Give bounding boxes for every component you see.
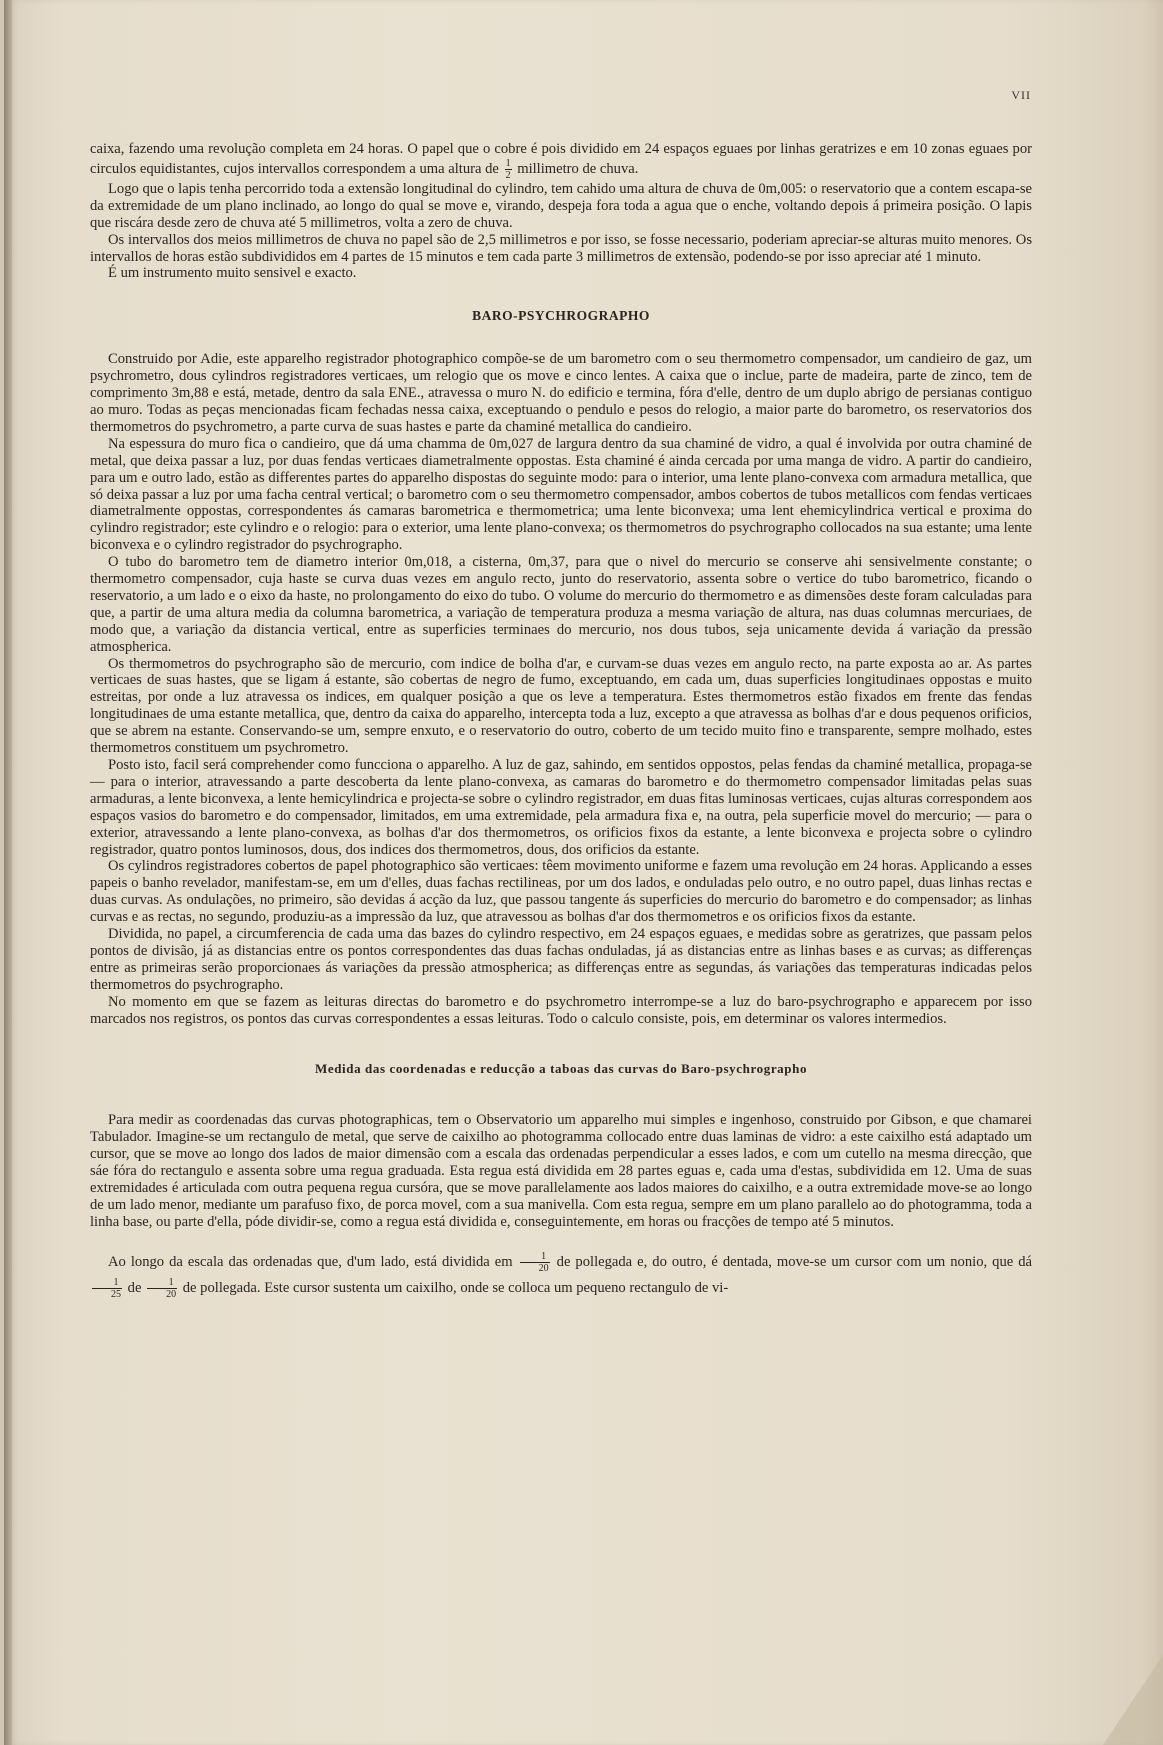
section2-paragraph-2 [90, 1249, 1032, 1301]
intro-p1-text: caixa, fazendo uma revolução completa em 24 horas. O papel que o cobre é pois dividido em 24 espaços eguaes por linhas geratrizes e em 10 zonas eguaes por circulos equidistantes, cujos intervallos correspondem a uma altura de [90, 141, 1032, 177]
page-binding-edge [4, 0, 12, 1745]
section-title-medida-coordenadas: Medida das coordenadas e reducção a taboas das curvas do Baro-psychrographo [314, 1060, 808, 1076]
fraction-denominator: 20 [538, 1262, 549, 1274]
section-title-baro-psychrographo: BARO-PSYCHROGRAPHO [472, 308, 650, 324]
section1-paragraph: O tubo do barometro tem de diametro interior 0m,018, a cisterna, 0m,37, para que o nivel do mercurio se conserve ahi sensivelmente constante; o thermometro compensador, cuja haste se curva duas vezes em angulo recto, junto do reservatorio, assenta sobre o vertice do tubo barometrico, ficando o reservatorio, a um lado e o eixo da haste, no prolongamento do eixo do tubo. O volume do mercurio do thermometro e as dimensões deste foram calculadas para que, a partir de uma altura media da columna barometrica, a variação de temperatura produza a mesma variação de altura, nas duas columnas mercuriaes, de modo que, a variação da distancia vertical, entre as superficies terminaes do mercurio, nos dous tubos, seja unicamente devida á variação da pressão atmospherica. [90, 554, 1032, 655]
intro-paragraph-1 [90, 141, 1032, 181]
section1-paragraph: Os cylindros registradores cobertos de papel photographico são verticaes: têem movimento uniforme e fazem uma revolução em 24 horas. Applicando a esses papeis o banho revelador, manifestam-se, em um d'elles, duas fachas rectilineas, por um dos lados, e onduladas pelo outro, e no outro papel, duas linhas rectas e duas curvas. As ondulações, no primeiro, são devidas á acção da luz, que passou tangente ás superficies do mercurio do barometro e do compensador; as linhas curvas e as rectas, no segundo, produziu-as a impressão da luz, que atravessou as bolhas d'ar dos thermometros e os orificios fixos da estante. [90, 858, 1032, 926]
section1-paragraph: Na espessura do muro fica o candieiro, que dá uma chamma de 0m,027 de largura dentro da sua chaminé de vidro, a qual é involvida por outra chaminé de metal, que deixa passar a luz, por duas fendas verticaes diametralmente oppostas. Esta chaminé é ainda cercada por uma manga de vidro. A partir do candieiro, para um e outro lado, estão as differentes partes do apparelho dispostas do seguinte modo: para o interior, uma lente plano-convexa com armadura metallica, que só deixa passar a luz por uma facha central vertical; o barometro com o seu thermometro compensador, ambos cobertos de tubos metallicos com fendas verticaes diametralmente oppostas, correspondentes ás camaras barometrica e thermometrica; uma lente biconvexa; uma lent ehemicylindrica vertical e proxima do cylindro registrador; este cylindro e o relogio: para o exterior, uma lente plano-convexa; os thermometros do psychrographo collocados na sua estante; uma lente biconvexa e o cylindro registrador do psychrographo. [90, 435, 1032, 554]
section1-paragraph: Construido por Adie, este apparelho registrador photographico compõe-se de um barometro com o seu thermometro compensador, um candieiro de gaz, um psychrometro, dous cylindros registradores verticaes, um relogio que os move e cinco lentes. A caixa que o inclue, parte de madeira, parte de zinco, tem de comprimento 3m,88 e está, metade, dentro da sala ENE., atravessa o muro N. do edificio e termina, fóra d'elle, dentro de um duplo abrigo de persianas contiguo ao muro. Todas as peças mencionadas ficam fechadas nessa caixa, exceptuando o pendulo e pesos do relogio, a maior parte do barometro, os reservatorios dos thermometros do psychrometro, a parte curva de suas hastes e parte da chaminé metallica do candieiro. [90, 351, 1032, 435]
section2-p2-text-b: de pollegada e, do outro, é dentada, move-se um cursor com um nonio, que dá [556, 1253, 1032, 1270]
section1-paragraph: No momento em que se fazem as leituras directas do barometro e do psychrometro interrompe-se a luz do baro-psychrographo e apparecem por isso marcados nos registros, os pontos das curvas correspondentes a essas leituras. Todo o calculo consiste, pois, em determinar os valores intermedios. [90, 993, 1032, 1027]
fraction-numerator: 1 [147, 1277, 177, 1289]
section2-p2-text-c: de [127, 1279, 142, 1296]
document-page [4, 0, 1163, 1745]
intro-paragraph-4: É um instrumento muito sensivel e exacto. [108, 265, 357, 282]
fraction-one-twentyfifth [92, 1277, 122, 1300]
page-content [90, 141, 1032, 1301]
intro-paragraph-2: Logo que o lapis tenha percorrido toda a extensão longitudinal do cylindro, tem cahido uma altura de chuva de 0m,005: o reservatorio que a contem escapa-se da extremidade de um plano inclinado, ao longo do qual se move e, virando, despeja fora toda a agua que o enche, voltando depois á primeira posição. O lapis que riscára desde zero de chuva até 5 millimetros, volta a zero de chuva. [90, 180, 1032, 231]
section1-paragraph: Os thermometros do psychrographo são de mercurio, com indice de bolha d'ar, e curvam-se duas vezes em angulo recto, na parte exposta ao ar. As partes verticaes de suas hastes, que se ligam á estante, são cobertas de negro de fumo, exceptuando, em cada um, duas superficies longitudinaes oppostas e muito estreitas, por onde a luz atravessa os indices, em qualquer posição a que os leve a temperatura. Estes thermometros estão fixados em frente das fendas longitudinaes de uma estante metallica, que, dentro da caixa do apparelho, intercepta toda a luz, excepto a que atravessa as bolhas d'ar e dous pequenos orificios, que se abrem na estante. Conservando-se um, sempre enxuto, e o reservatorio do outro, coberto de um tecido muito fino e transparente, sempre molhado, estes thermometros constituem um psychrometro. [90, 655, 1032, 757]
fraction-denominator: 2 [505, 169, 511, 181]
fraction-one-twentieth [147, 1277, 177, 1300]
fraction-denominator: 20 [166, 1288, 177, 1300]
page-corner-crease [1103, 1655, 1163, 1745]
fraction-one-half [505, 158, 512, 181]
section1-paragraph: Dividida, no papel, a circumferencia de cada uma das bazes do cylindro respectivo, em 24 espaços eguaes, e medidas sobre as geratrizes, que passam pelos pontos de divisão, já as distancias entre os pontos correspondentes das duas fachas onduladas, já as distancias entre as linhas bases e as curvas; as differenças entre as primeiras serão proporcionaes ás variações da pressão atmospherica; as differenças entre as segundas, ás variações das temperaturas indicadas pelos thermometros do psychrographo. [90, 926, 1032, 993]
fraction-numerator: 1 [505, 157, 511, 169]
section1-paragraph: Posto isto, facil será comprehender como funcciona o apparelho. A luz de gaz, sahindo, em sentidos oppostos, pelas fendas da chaminé metallica, propaga-se — para o interior, atravessando a parte descoberta da lente plano-convexa, as camaras do barometro e do thermometro compensador limitadas pelas suas armaduras, a lente biconvexa, a lente hemicylindrica e projecta-se sobre o cylindro registrador, em duas fitas luminosas verticaes, cujas alturas correspondem aos espaços vasios do barometro e do compensador, limitados, em uma extremidade, pela armadura fixa e, na outra, pela superficie movel do mercurio; — para o exterior, atravessando a lente plano-convexa, as bolhas d'ar dos thermometros, os orificios fixos da estante, a lente biconvexa e projecta sobre o cylindro registrador, quatro pontos luminosos, dous, dos indices dos thermometros, dous, dos orificios da estante. [90, 757, 1032, 858]
section2-paragraph-1: Para medir as coordenadas das curvas photographicas, tem o Observatorio um apparelho mui simples e ingenhoso, construido por Gibson, e que chamarei Tabulador. Imagine-se um rectangulo de metal, que serve de caixilho ao photogramma collocado entre duas laminas de vidro: a este caixilho está adaptado um cursor, que se move ao longo dos lados de maior dimensão com a escala das ordenadas perpendicular a esses lados, e com um cutello na mesma direcção, que sáe fóra do rectangulo e assenta sobre uma regua graduada. Esta regua está dividida em 28 partes eguas e, cada uma d'estas, subdividida em 12. Uma de suas extremidades é articulada com outra pequena regua cursóra, que se move parallelamente aos lados maiores do caixilho, e a outra extremidade move-se ao longo de um lado menor, mediante um parafuso fixo, de porca movel, com a sua manivella. Com esta regua, sempre em um plano parallelo ao do photogramma, toda a linha base, ou parte d'ella, póde dividir-se, como a regua está dividida e, conseguintemente, em horas ou fracções de tempo até 5 minutos. [90, 1112, 1032, 1230]
intro-p1-tail: millimetro de chuva. [517, 160, 639, 177]
fraction-denominator: 25 [111, 1288, 121, 1300]
fraction-numerator: 1 [520, 1251, 550, 1263]
fraction-one-twentieth [520, 1251, 550, 1274]
fraction-numerator: 1 [92, 1277, 122, 1289]
intro-paragraph-3: Os intervallos dos meios millimetros de chuva no papel são de 2,5 millimetros e por isso, se fosse necessario, poderiam apreciar-se alturas muito menores. Os intervallos de horas estão subdivididos em 4 partes de 15 minutos e tem cada parte 3 millimetros de extensão, podendo-se por isso apreciar até 1 minuto. [90, 231, 1032, 265]
page-number: VII [1011, 88, 1031, 102]
section2-p2-text-d: de pollegada. Este cursor sustenta um caixilho, onde se colloca um pequeno rectangulo de vi- [182, 1279, 729, 1296]
section2-p2-text-a: Ao longo da escala das ordenadas que, d'um lado, está dividida em [108, 1253, 513, 1270]
